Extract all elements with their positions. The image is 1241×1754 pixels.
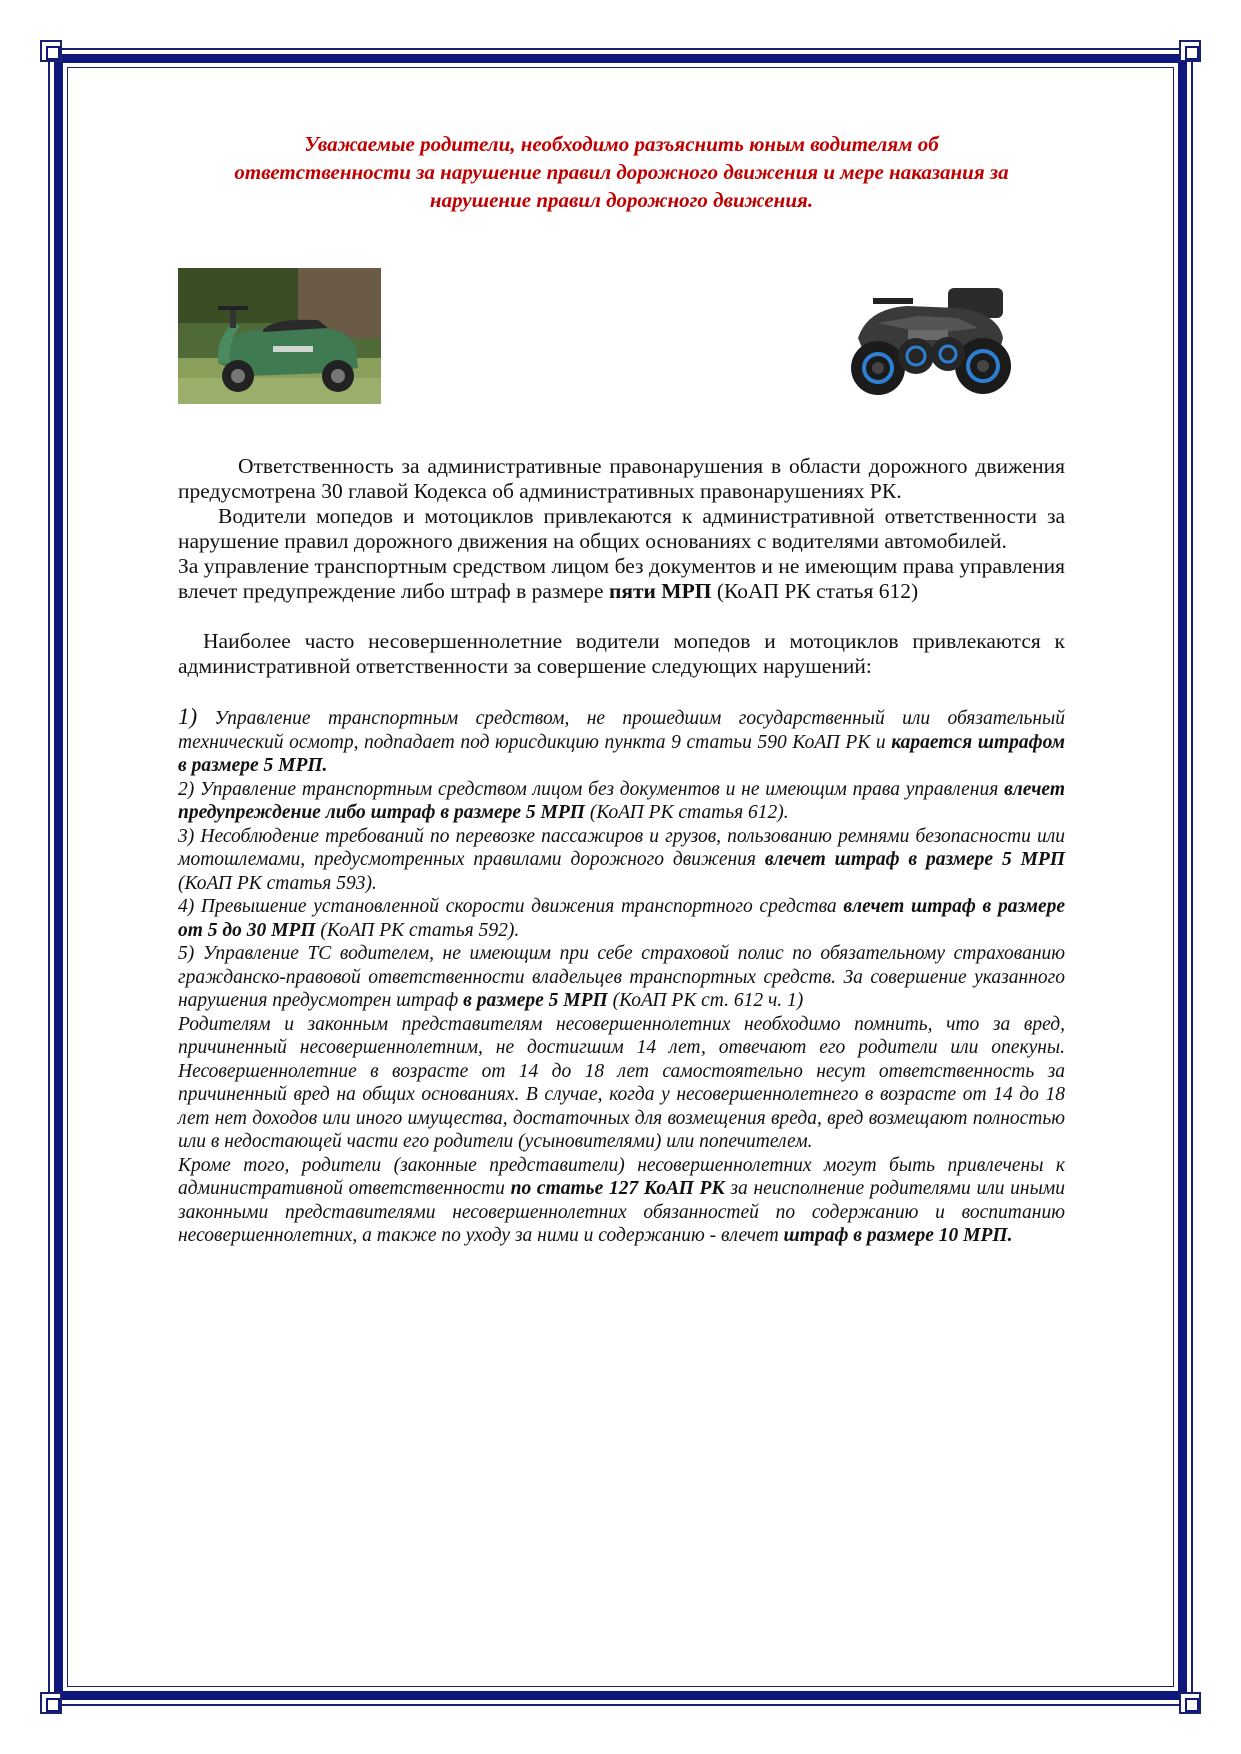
list-item-reference: (КоАП РК статья 593). — [178, 872, 377, 894]
list-item — [178, 778, 1065, 825]
list-item — [178, 942, 1065, 1013]
list-item-penalty: влечет штраф в размере от 5 до 30 МРП — [178, 896, 1065, 941]
paragraph-no-documents-text: За управление транспортным средством лицом без документов и не имеющим права управления влечет предупреждение либо штраф в размере — [178, 554, 1065, 603]
list-item — [178, 825, 1065, 896]
list-item-text: 2) Управление транспортным средством лицом без документов и не имеющим права управления — [178, 778, 1005, 800]
list-item-text: Управление транспортным средством, не прошедшим государственный или обязательный технический осмотр, подпадает под юрисдикцию пункта 9 статьи 590 КоАП РК и — [178, 708, 1065, 753]
document-content — [178, 130, 1065, 1248]
ten-mrp-penalty: штраф в размере 10 МРП. — [783, 1225, 1013, 1246]
atv-photo — [838, 268, 1023, 408]
paragraph-moped-drivers: Водители мопедов и мотоциклов привлекаются к административной ответственности за нарушение правил дорожного движения на общих основаниях с водителями автомобилей. — [178, 504, 1065, 553]
list-item — [178, 705, 1065, 778]
violations-list — [178, 705, 1065, 1248]
photo-row — [178, 268, 1065, 428]
document-title: Уважаемые родители, необходимо разъяснить юным водителям об ответственности за нарушение правил дорожного движения и мере наказания за нарушение правил дорожного движения. — [234, 132, 1009, 212]
list-item-reference: (КоАП РК статья 612). — [584, 802, 789, 823]
list-item-penalty: в размере 5 МРП — [463, 990, 608, 1011]
paragraph-responsibility-chapter: Ответственность за административные правонарушения в области дорожного движения предусмотрена 30 главой Кодекса об административных правонарушениях РК. — [178, 454, 1065, 503]
final-paragraph — [178, 1154, 1065, 1248]
list-item-penalty: влечет предупреждение либо штраф в размере 5 МРП — [178, 778, 1065, 823]
list-item-text: 3) Несоблюдение требований по перевозке пассажиров и грузов, пользованию ремнями безопасности или мотошлемами, предусмотренных правилами дорожного движения — [178, 825, 1065, 870]
final-paragraph-text: Кроме того, родители (законные представители) несовершеннолетних могут быть привлечены к административной ответственности — [178, 1154, 1065, 1199]
scooter-photo — [178, 268, 381, 404]
list-item-text: 5) Управление ТС водителем, не имеющим при себе страховой полис по обязательному страхованию гражданско-правовой ответственности владельцев транспортных средств. За совершение указанного нарушения предусмотрен штраф — [178, 943, 1065, 1011]
article-612-ref: (КоАП РК статья 612) — [711, 579, 919, 603]
paragraph-common-violations: Наиболее часто несовершеннолетние водители мопедов и мотоциклов привлекаются к административной ответственности за совершение следующих нарушений: — [178, 629, 1065, 678]
article-127-ref: по статье 127 КоАП РК — [510, 1178, 725, 1199]
list-item-reference: (КоАП РК статья 592). — [315, 919, 520, 941]
list-item-penalty: карается штрафом в размере 5 МРП. — [178, 731, 1065, 776]
corner-ornament-top-right — [1179, 40, 1201, 62]
list-item-number: 1) — [178, 704, 198, 729]
list-item-penalty: влечет штраф в размере 5 МРП — [764, 849, 1065, 870]
list-item — [178, 895, 1065, 942]
five-mrp-bold: пяти МРП — [608, 579, 712, 603]
corner-ornament-bottom-right — [1179, 1692, 1201, 1714]
list-item-reference: (КоАП РК ст. 612 ч. 1) — [607, 990, 804, 1011]
paragraph-no-documents — [178, 554, 1065, 604]
list-item-text: 4) Превышение установленной скорости движения транспортного средства — [178, 896, 844, 917]
corner-ornament-bottom-left — [40, 1692, 62, 1714]
corner-ornament-top-left — [40, 40, 62, 62]
parents-liability-paragraph: Родителям и законным представителям несовершеннолетних необходимо помнить, что за вред, причиненный несовершеннолетним, не достигшим 14 лет, отвечают его родители или опекуны. Несовершеннолетние в возрасте от 14 до 18 лет самостоятельно несут ответственность за причиненный вред на общих основаниях. В случае, когда у несовершеннолетнего в возрасте от 14 до 18 лет нет доходов или иного имущества, достаточных для возмещения вреда, вред возмещают полностью или в недостающей части его родители (усыновителями) или попечителем. — [178, 1013, 1065, 1152]
final-paragraph-text-2: за неисполнение родителями или иными законными представителями несовершеннолетних обязанностей по содержанию и воспитанию несовершеннолетних, а также по уходу за ними и содержанию - влечет — [178, 1178, 1066, 1246]
